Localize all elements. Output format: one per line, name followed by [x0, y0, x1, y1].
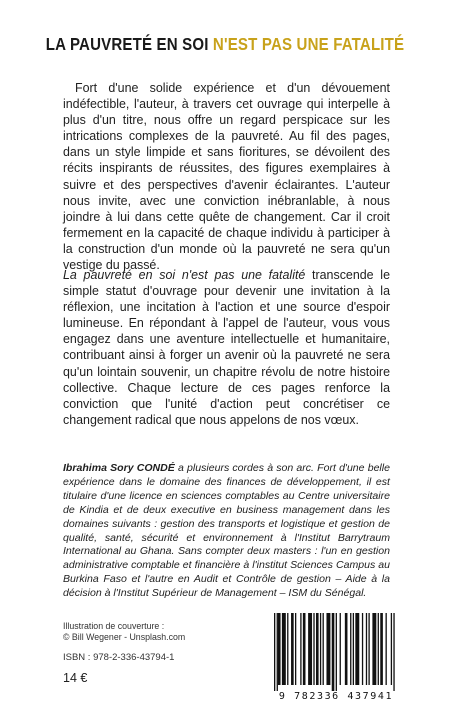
barcode-bar	[380, 613, 383, 685]
barcode-bar	[323, 613, 324, 685]
barcode-bar	[300, 613, 301, 685]
barcode-bar	[287, 613, 288, 685]
barcode-bar	[303, 613, 306, 685]
barcode-bar	[386, 613, 387, 685]
barcode-digits: 9 782336 437941	[278, 691, 394, 702]
barcode-bar	[362, 613, 363, 685]
author-bio-text: a plusieurs cordes à son arc. Fort d'une belle expérience dans le domaine des finances de développement, il est titulaire d'une licence en sciences comptables au Centre universitaire de Kindia et de deux executive en business management dans les domaines suivants : gestion des transports et logistique et gestion de qualité, santé, sécurité et environnement à l'Institut Barrytraum International au Ghana. Sans compter deux masters : l'un en gestion administrative comptable et financière à l'institut Sciences Campus au Burkina Faso et l'autre en Audit et Contrôle de gestion – Aide à la décision à l'Institut Supérieur de Management – ISM du Sénégal.	[63, 462, 390, 600]
barcode-bar	[336, 613, 337, 691]
barcode-bar	[378, 613, 379, 685]
book-title-part2: N'EST PAS UNE FATALITÉ	[212, 34, 405, 54]
barcode-bar	[368, 613, 369, 685]
author-name: Ibrahima Sory CONDÉ	[63, 462, 175, 474]
barcode-bar	[355, 613, 359, 685]
blurb-paragraph-2	[63, 267, 390, 428]
book-title-part1: LA PAUVRETÉ EN SOI	[45, 34, 209, 54]
barcode-bar	[316, 613, 319, 685]
barcode-bar	[372, 613, 376, 685]
barcode-bar	[291, 613, 294, 685]
price: 14 €	[63, 671, 88, 685]
barcode-bar	[295, 613, 296, 685]
barcode-bar	[391, 613, 392, 685]
barcode-bar	[353, 613, 354, 685]
barcode-bar	[350, 613, 351, 685]
isbn: ISBN : 978-2-336-43794-1	[63, 652, 175, 663]
barcode-bar	[320, 613, 321, 685]
barcode-bar	[393, 613, 394, 691]
cover-credit	[63, 621, 243, 643]
barcode	[270, 613, 400, 691]
barcode-bar	[313, 613, 314, 685]
author-bio	[63, 462, 390, 601]
barcode-bar	[277, 613, 278, 691]
blurb-paragraph-2-text: transcende le simple statut d'ouvrage pour devenir une invitation à la réflexion, une incitation à l'action et une source d'espoir lumineuse. En répondant à l'appel de l'auteur, vous vous engagez dans une aventure intellectuelle et humanitaire, contribuant ainsi à forger un avenir où la pauvreté ne sera qu'un lointain souvenir, un chapitre révolu de notre histoire collective. Chaque lecture de ces pages renforce la conviction que l'unité d'action peut concrétiser ce changement radical que nous appelons de nos vœux.	[63, 268, 390, 427]
barcode-bar	[345, 613, 348, 685]
barcode-bar	[308, 613, 312, 685]
blurb-paragraph-1: Fort d'une solide expérience et d'un dévouement indéfectible, l'auteur, à travers cet ouvrage qui interpelle à plus d'un titre, nous offre un regard perspicace sur les intrications complexes de la pauvreté. Au fil des pages, dans un style limpide et sans fioritures, se dévoilent des récits inspirants de réussites, des figures exemplaires à suivre et des perspectives d'avenir éclairantes. L'auteur nous invite, avec une conviction inébranlable, à nous joindre à lui dans cette quête de changement. Car il croit fermement en la capacité de chaque individu à participer à la construction d'un monde où la pauvreté ne sera qu'un vestige du passé.	[63, 81, 390, 273]
blurb-book-title: La pauvreté en soi n'est pas une fatalité	[63, 268, 306, 282]
barcode-bar	[332, 613, 335, 691]
cover-credit-line2: © Bill Wegener - Unsplash.com	[63, 632, 186, 642]
barcode-bar	[340, 613, 341, 685]
barcode-bar	[366, 613, 367, 685]
book-title	[32, 34, 419, 55]
barcode-bar	[274, 613, 275, 691]
barcode-bar	[282, 613, 286, 685]
cover-credit-line1: Illustration de couverture :	[63, 621, 165, 631]
barcode-bar	[326, 613, 330, 685]
barcode-bar	[278, 613, 281, 685]
